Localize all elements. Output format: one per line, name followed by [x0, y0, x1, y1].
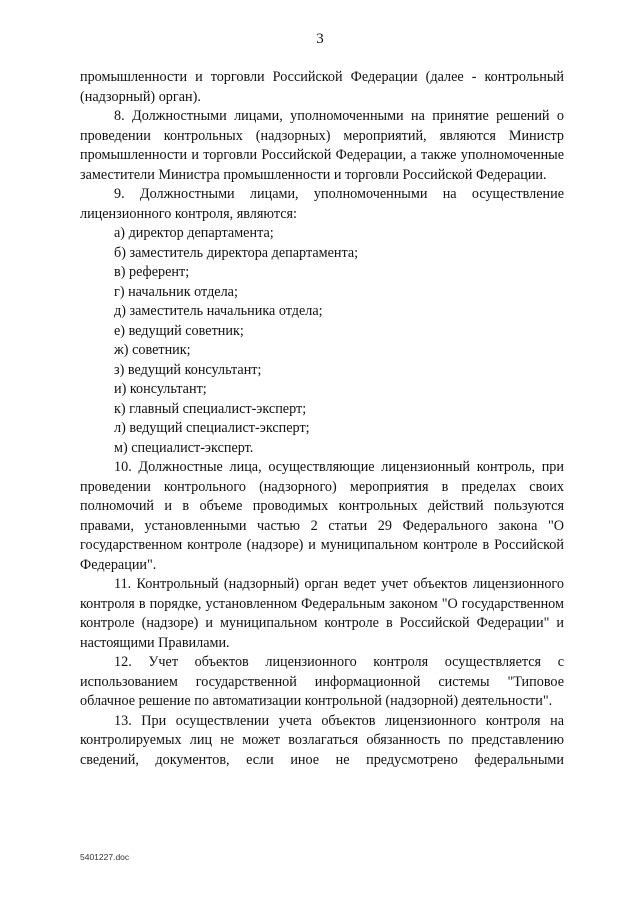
list-item: ж) советник; — [114, 342, 191, 358]
list-item: б) заместитель директора департамента; — [114, 244, 359, 261]
paragraph-12: 12. Учет объектов лицензионного контроля осуществляется с использованием государственной информационной системы "Типовое облачное решение по автоматизации контрольной (надзорной) деятельности". — [80, 654, 564, 709]
list-item: в) референт; — [114, 264, 190, 280]
list-item: е) ведущий советник; — [114, 322, 244, 339]
paragraph-8: 8. Должностными лицами, уполномоченными на принятие решений о проведении контрольных (надзорных) мероприятий, являются Министр промышленности и торговли Российской Федерации, а также уполномоченные заместители Министра промышленности и торговли Российской Федерации. — [80, 108, 564, 183]
list-item: л) ведущий специалист-эксперт; — [114, 420, 310, 436]
document-filename: 5401227.doc — [80, 852, 130, 862]
officials-list — [80, 224, 564, 458]
list-item: к) главный специалист-эксперт; — [114, 400, 307, 417]
list-item: з) ведущий консультант; — [114, 361, 262, 378]
paragraph-13: 13. При осуществлении учета объектов лицензионного контроля на контролируемых лиц не может возлагаться обязанность по представлению сведений, документов, если иное не предусмотрено федеральными — [80, 712, 564, 768]
list-item: и) консультант; — [114, 381, 207, 397]
intro-paragraph: промышленности и торговли Российской Федерации (далее - контрольный (надзорный) орган). — [80, 69, 564, 105]
document-body — [80, 68, 564, 770]
list-item: а) директор департамента; — [114, 225, 274, 241]
list-item: г) начальник отдела; — [114, 283, 238, 300]
page-number: 3 — [316, 31, 324, 47]
paragraph-10: 10. Должностные лица, осуществляющие лицензионный контроль, при проведении контрольного (надзорного) мероприятия в пределах своих полномочий и в объеме проводимых контрольных действий пользуются правами, установленными частью 2 статьи 29 Федерального закона "О государственном контроле (надзоре) и муниципальном контроле в Российской Федерации". — [80, 459, 564, 573]
list-item: м) специалист-эксперт. — [114, 439, 254, 456]
list-item: д) заместитель начальника отдела; — [114, 303, 323, 319]
paragraph-11: 11. Контрольный (надзорный) орган ведет учет объектов лицензионного контроля в порядке, установленном Федеральным законом "О государственном контроле (надзоре) и муниципальном контроле в Российской Федерации" и настоящими Правилами. — [80, 576, 564, 651]
paragraph-9: 9. Должностными лицами, уполномоченными на осуществление лицензионного контроля, являются: — [80, 186, 564, 222]
